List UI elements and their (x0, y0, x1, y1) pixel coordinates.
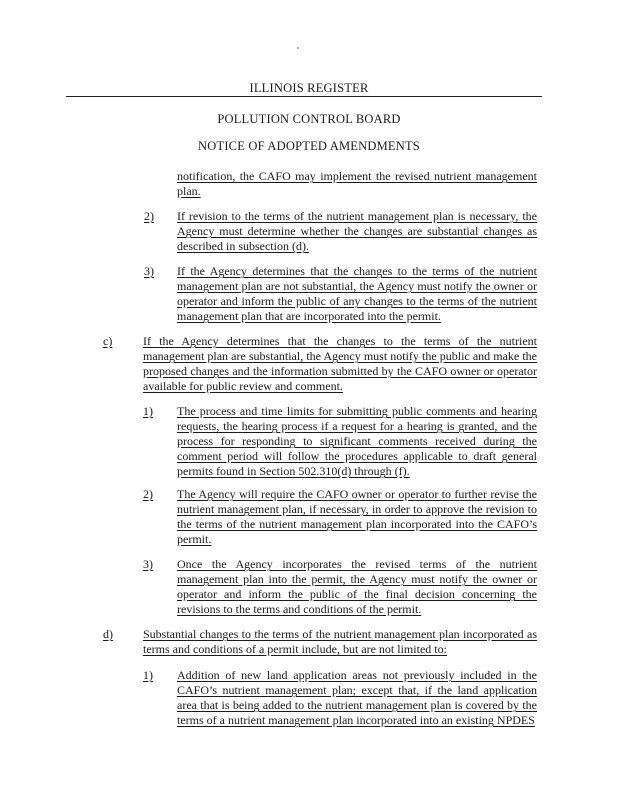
item-number: 2) (144, 209, 154, 223)
section-text: Substantial changes to the terms of the nutrient management plan incorporated as terms and conditions of a permit include, but are not limited to: (143, 627, 537, 656)
section-label: d) (103, 627, 113, 641)
list-item-text: The process and time limits for submitting public comments and hearing requests, the hearing process if a request for a hearing is granted, and the process for responding to significant comments received during the comment period will follow the procedures applicable to draft general permits found in Section 502.310(d) through (f). (177, 404, 537, 478)
header-rule (66, 96, 542, 97)
register-title: ILLINOIS REGISTER (249, 81, 369, 95)
item-number: 3) (143, 557, 153, 571)
scan-speck (297, 47, 299, 49)
section-label: c) (103, 334, 113, 348)
list-item-text: Addition of new land application areas not previously included in the CAFO’s nutrient management plan; except that, if the land application area that is being added to the nutrient management plan is covered by the terms of a nutrient management plan incorporated into an existing NPDES (177, 668, 537, 727)
list-item-text: The Agency will require the CAFO owner or operator to further revise the nutrient management plan, if necessary, in order to approve the revision to the terms of the nutrient management plan incorporated into the CAFO’s permit. (177, 487, 537, 546)
board-title: POLLUTION CONTROL BOARD (217, 112, 401, 126)
continuation-text: notification, the CAFO may implement the revised nutrient management plan. (177, 169, 537, 198)
section-text: If the Agency determines that the changes to the terms of the nutrient management plan are substantial, the Agency must notify the public and make the proposed changes and the information submitted by the CAFO owner or operator available for public review and comment. (143, 334, 537, 393)
list-item-text: If revision to the terms of the nutrient management plan is necessary, the Agency must determine whether the changes are substantial changes as described in subsection (d). (177, 209, 537, 253)
notice-title: NOTICE OF ADOPTED AMENDMENTS (198, 139, 420, 153)
item-number: 2) (143, 487, 153, 501)
item-number: 1) (143, 404, 153, 418)
item-number: 1) (143, 668, 153, 682)
list-item-text: Once the Agency incorporates the revised terms of the nutrient management plan into the permit, the Agency must notify the owner or operator and inform the public of the final decision concerning the revisions to the terms and conditions of the permit. (177, 557, 537, 616)
item-number: 3) (144, 264, 154, 278)
list-item-text: If the Agency determines that the changes to the terms of the nutrient management plan are not substantial, the Agency must notify the owner or operator and inform the public of any changes to the terms of the nutrient management plan that are incorporated into the permit. (177, 264, 537, 323)
